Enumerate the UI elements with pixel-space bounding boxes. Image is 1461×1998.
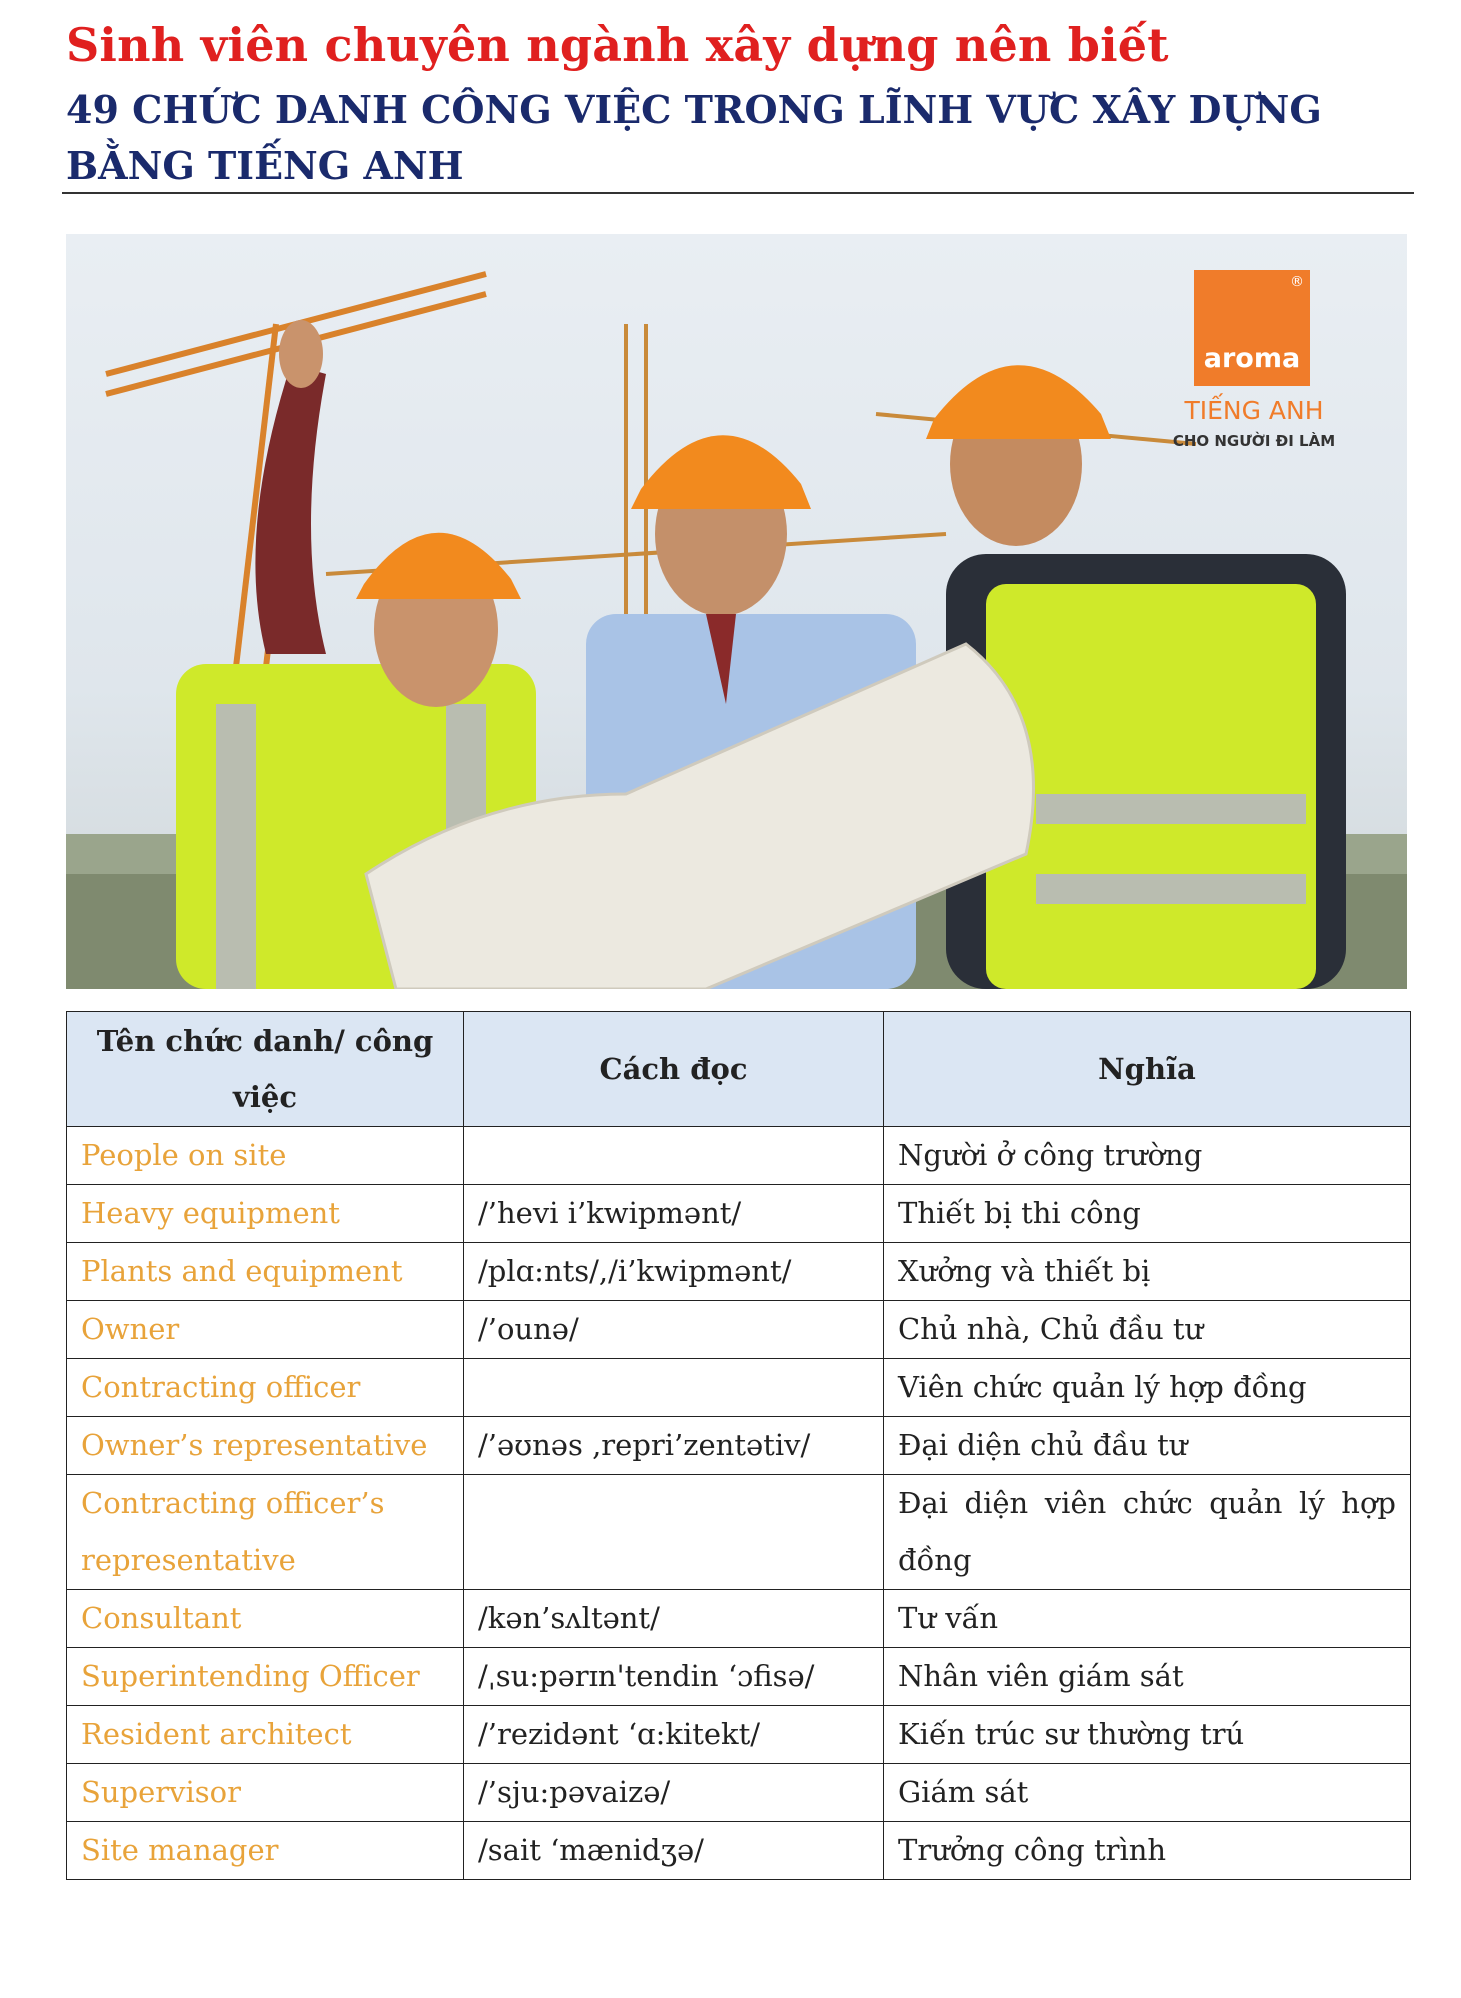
- meaning-cell: Xưởng và thiết bị: [884, 1243, 1411, 1301]
- table-row: [67, 1822, 1411, 1880]
- pronunciation-cell: /sait ‘mænidʒə/: [464, 1822, 884, 1880]
- header-title: Tên chức danh/ công việc: [67, 1012, 464, 1127]
- table-row: [67, 1417, 1411, 1475]
- pronunciation-cell: /’sju:pəvaizə/: [464, 1764, 884, 1822]
- meaning-cell: Trưởng công trình: [884, 1822, 1411, 1880]
- pronunciation-cell: [464, 1359, 884, 1417]
- header-meaning: Nghĩa: [884, 1012, 1411, 1127]
- table-header-row: [67, 1012, 1411, 1127]
- table-row: [67, 1301, 1411, 1359]
- pronunciation-cell: [464, 1127, 884, 1185]
- job-titles-table: [66, 1011, 1411, 1880]
- term-cell: Plants and equipment: [67, 1243, 464, 1301]
- pronunciation-cell: /’hevi i’kwipmənt/: [464, 1185, 884, 1243]
- logo-tagline-main: TIẾNG ANH: [1184, 396, 1324, 425]
- aroma-logo: [1194, 270, 1310, 386]
- meaning-cell: Nhân viên giám sát: [884, 1648, 1411, 1706]
- logo-tagline-sub: CHO NGƯỜI ĐI LÀM: [1172, 432, 1336, 450]
- table-row: [67, 1475, 1411, 1590]
- term-cell: Owner’s representative: [67, 1417, 464, 1475]
- meaning-cell: Tư vấn: [884, 1590, 1411, 1648]
- table-row: [67, 1706, 1411, 1764]
- table-row: [67, 1359, 1411, 1417]
- pronunciation-cell: /ˌsu:pərɪn'tendin ‘ɔfisə/: [464, 1648, 884, 1706]
- meaning-cell: Đại diện chủ đầu tư: [884, 1417, 1411, 1475]
- pronunciation-cell: /’rezidənt ‘ɑ:kitekt/: [464, 1706, 884, 1764]
- term-cell: Resident architect: [67, 1706, 464, 1764]
- term-cell: Supervisor: [67, 1764, 464, 1822]
- meaning-cell: Giám sát: [884, 1764, 1411, 1822]
- registered-mark: ®: [1290, 274, 1304, 290]
- pronunciation-cell: [464, 1475, 884, 1590]
- page-title: Sinh viên chuyên ngành xây dựng nên biết: [66, 18, 1169, 72]
- header-divider: [62, 192, 1414, 194]
- table-row: [67, 1243, 1411, 1301]
- meaning-cell: Kiến trúc sư thường trú: [884, 1706, 1411, 1764]
- pronunciation-cell: /plɑ:nts/,/i’kwipmənt/: [464, 1243, 884, 1301]
- table-row: [67, 1185, 1411, 1243]
- table-row: [67, 1590, 1411, 1648]
- pronunciation-cell: /’ounə/: [464, 1301, 884, 1359]
- meaning-cell: Người ở công trường: [884, 1127, 1411, 1185]
- term-cell: Site manager: [67, 1822, 464, 1880]
- meaning-cell: Viên chức quản lý hợp đồng: [884, 1359, 1411, 1417]
- term-cell: People on site: [67, 1127, 464, 1185]
- term-cell: Contracting officer: [67, 1359, 464, 1417]
- header-pronunciation: Cách đọc: [464, 1012, 884, 1127]
- hero-photo: [66, 234, 1407, 989]
- meaning-cell: Đại diện viên chức quản lý hợp đồng: [884, 1475, 1411, 1590]
- page-subtitle: 49 CHỨC DANH CÔNG VIỆC TRONG LĨNH VỰC XÂY DỰNG BẰNG TIẾNG ANH: [66, 87, 1322, 188]
- term-cell: Superintending Officer: [67, 1648, 464, 1706]
- table-row: [67, 1764, 1411, 1822]
- pronunciation-cell: /’əʊnəs ,repri’zentətiv/: [464, 1417, 884, 1475]
- meaning-cell: Chủ nhà, Chủ đầu tư: [884, 1301, 1411, 1359]
- table-row: [67, 1127, 1411, 1185]
- term-cell: Heavy equipment: [67, 1185, 464, 1243]
- pronunciation-cell: /kən’sʌltənt/: [464, 1590, 884, 1648]
- table-row: [67, 1648, 1411, 1706]
- term-cell: Contracting officer’s representative: [67, 1475, 464, 1590]
- term-cell: Owner: [67, 1301, 464, 1359]
- logo-wordmark: aroma: [1203, 343, 1301, 374]
- meaning-cell: Thiết bị thi công: [884, 1185, 1411, 1243]
- term-cell: Consultant: [67, 1590, 464, 1648]
